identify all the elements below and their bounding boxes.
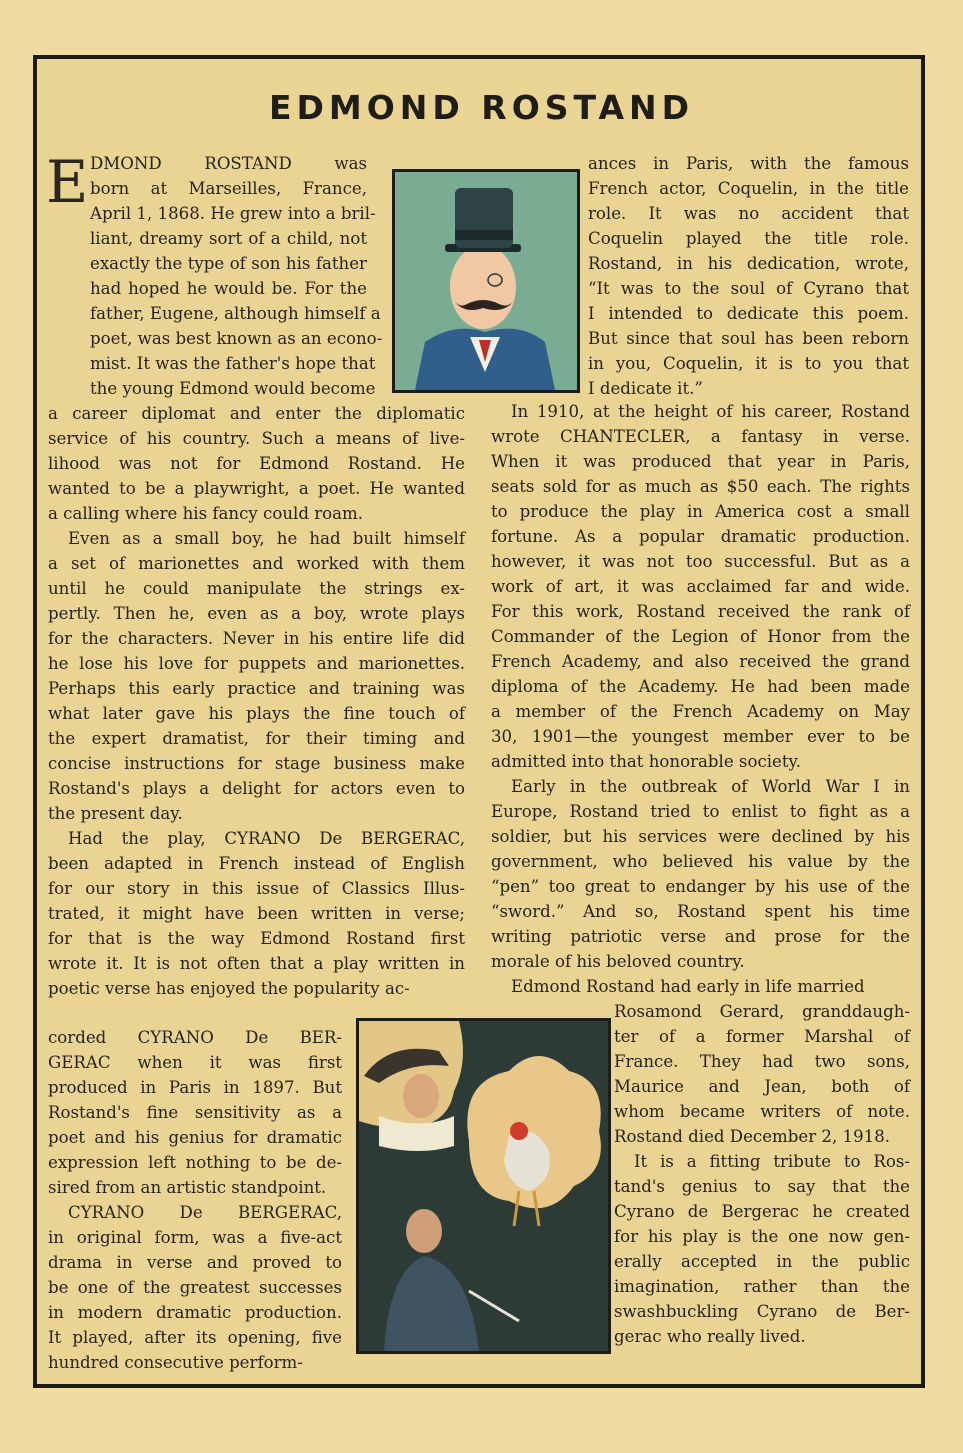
text-line: Europe, Rostand tried to enlist to fight as a [491, 802, 910, 821]
page-title: EDMOND ROSTAND [268, 88, 695, 127]
text-line: corded CYRANO De BER- [48, 1028, 342, 1047]
text-line: Even as a small boy, he had built himself [68, 529, 465, 548]
text-line: DMOND ROSTAND was [90, 154, 367, 173]
text-line: exactly the type of son his father [90, 254, 367, 273]
text-line: whom became writers of note. [614, 1102, 910, 1121]
text-line: writing patriotic verse and prose for the [491, 927, 910, 946]
text-line: French Academy, and also received the grand [491, 652, 910, 671]
text-line: until he could manipulate the strings ex- [48, 579, 465, 598]
text-line: role. It was no accident that [588, 204, 909, 223]
text-line: erally accepted in the public [614, 1252, 910, 1271]
text-line: poet and his genius for dramatic [48, 1128, 342, 1147]
text-line: “It was to the soul of Cyrano that [588, 279, 909, 298]
text-line: It played, after its opening, five [48, 1328, 342, 1347]
text-line: “sword.” And so, Rostand spent his time [491, 902, 910, 921]
text-line: service of his country. Such a means of live- [48, 429, 465, 448]
text-line: father, Eugene, although himself a [90, 304, 381, 323]
text-line: swashbuckling Cyrano de Ber- [614, 1302, 910, 1321]
text-line: wrote it. It is not often that a play written in [48, 954, 465, 973]
text-line: ter of a former Marshal of [614, 1027, 910, 1046]
rostand-portrait-illustration [392, 169, 580, 393]
text-line: however, it was not too successful. But as a [491, 552, 910, 571]
text-line: CYRANO De BERGERAC, [68, 1203, 342, 1222]
text-line: admitted into that honorable society. [491, 752, 801, 771]
text-line: be one of the greatest successes [48, 1278, 342, 1297]
text-line: produced in Paris in 1897. But [48, 1078, 342, 1097]
text-line: for our story in this issue of Classics Illus- [48, 879, 465, 898]
text-line: “pen” too great to endanger by his use of the [491, 877, 910, 896]
text-line: the present day. [48, 804, 183, 823]
text-line: ances in Paris, with the famous [588, 154, 909, 173]
text-line: mist. It was the father's hope that [90, 354, 376, 373]
text-line: a member of the French Academy on May [491, 702, 910, 721]
text-line: hundred consecutive perform- [48, 1353, 303, 1372]
text-line: in modern dramatic production. [48, 1303, 342, 1322]
text-line: sired from an artistic standpoint. [48, 1178, 327, 1197]
text-line: Had the play, CYRANO De BERGERAC, [68, 829, 465, 848]
text-line: poet, was best known as an econo- [90, 329, 383, 348]
text-line: concise instructions for stage business make [48, 754, 465, 773]
text-line: France. They had two sons, [614, 1052, 910, 1071]
text-line: I dedicate it.” [588, 379, 703, 398]
text-line: government, who believed his value by the [491, 852, 910, 871]
text-line: for his play is the one now gen- [614, 1227, 910, 1246]
text-line: Perhaps this early practice and training was [48, 679, 465, 698]
drop-cap: E [46, 148, 89, 216]
text-line: a set of marionettes and worked with them [48, 554, 465, 573]
text-block-right-top [588, 151, 909, 401]
text-line: lihood was not for Edmond Rostand. He [48, 454, 465, 473]
text-block-left-top [90, 151, 383, 401]
text-line: been adapted in French instead of English [48, 854, 465, 873]
text-line: April 1, 1868. He grew into a bril- [90, 204, 376, 223]
text-line: what later gave his plays the fine touch of [48, 704, 465, 723]
text-line: liant, dreamy sort of a child, not [90, 229, 367, 248]
text-line: GERAC when it was first [48, 1053, 342, 1072]
text-line: Early in the outbreak of World War I in [511, 777, 910, 796]
text-line: Rostand's plays a delight for actors even to [48, 779, 465, 798]
text-line: In 1910, at the height of his career, Rostand [511, 402, 910, 421]
text-line: a career diplomat and enter the diplomatic [48, 404, 465, 423]
text-line: Rostand, in his dedication, wrote, [588, 254, 909, 273]
text-line: imagination, rather than the [614, 1277, 910, 1296]
text-line: Coquelin played the title role. [588, 229, 909, 248]
text-line: work of art, it was acclaimed far and wide. [491, 577, 910, 596]
text-line: Rosamond Gerard, granddaugh- [614, 1002, 910, 1021]
text-line: For this work, Rostand received the rank of [491, 602, 910, 621]
text-line: Cyrano de Bergerac he created [614, 1202, 910, 1221]
text-line: French actor, Coquelin, in the title [588, 179, 909, 198]
text-line: Edmond Rostand had early in life married [511, 977, 865, 996]
text-line: seats sold for as much as $50 each. The rights [491, 477, 910, 496]
text-line: he lose his love for puppets and marionettes. [48, 654, 465, 673]
text-line: soldier, but his services were declined by his [491, 827, 910, 846]
text-line: in original form, was a five-act [48, 1228, 342, 1247]
text-block-right-bottom [614, 999, 910, 1349]
text-block-right-middle [491, 399, 910, 999]
text-line: Rostand died December 2, 1918. [614, 1127, 891, 1146]
text-line: drama in verse and proved to [48, 1253, 342, 1272]
text-line: a calling where his fancy could roam. [48, 504, 364, 523]
text-line: poetic verse has enjoyed the popularity ac- [48, 979, 410, 998]
text-line: Maurice and Jean, both of [614, 1077, 910, 1096]
text-line: But since that soul has been reborn [588, 329, 909, 348]
text-line: pertly. Then he, even as a boy, wrote plays [48, 604, 465, 623]
text-line: tand's genius to say that the [614, 1177, 910, 1196]
text-line: the expert dramatist, for their timing and [48, 729, 465, 748]
text-line: expression left nothing to be de- [48, 1153, 342, 1172]
text-line: morale of his beloved country. [491, 952, 745, 971]
text-line: for that is the way Edmond Rostand first [48, 929, 465, 948]
text-block-left-middle [48, 401, 465, 1001]
text-line: the young Edmond would become [90, 379, 376, 398]
text-line: When it was produced that year in Paris, [491, 452, 910, 471]
text-line: fortune. As a popular dramatic production. [491, 527, 910, 546]
text-line: born at Marseilles, France, [90, 179, 367, 198]
text-block-left-bottom [48, 1025, 342, 1375]
text-line: I intended to dedicate this poem. [588, 304, 909, 323]
text-line: in you, Coquelin, it is to you that [588, 354, 909, 373]
text-line: 30, 1901—the youngest member ever to be [491, 727, 910, 746]
text-line: Rostand's fine sensitivity as a [48, 1103, 342, 1122]
text-line: Commander of the Legion of Honor from the [491, 627, 910, 646]
text-line: trated, it might have been written in verse; [48, 904, 465, 923]
text-line: wrote CHANTECLER, a fantasy in verse. [491, 427, 910, 446]
text-line: for the characters. Never in his entire life did [48, 629, 465, 648]
text-line: to produce the play in America cost a small [491, 502, 910, 521]
text-line: wanted to be a playwright, a poet. He wanted [48, 479, 465, 498]
text-line: gerac who really lived. [614, 1327, 806, 1346]
text-line: diploma of the Academy. He had been made [491, 677, 910, 696]
text-line: had hoped he would be. For the [90, 279, 367, 298]
cyrano-chantecler-illustration [356, 1018, 611, 1354]
text-line: It is a fitting tribute to Ros- [634, 1152, 910, 1171]
